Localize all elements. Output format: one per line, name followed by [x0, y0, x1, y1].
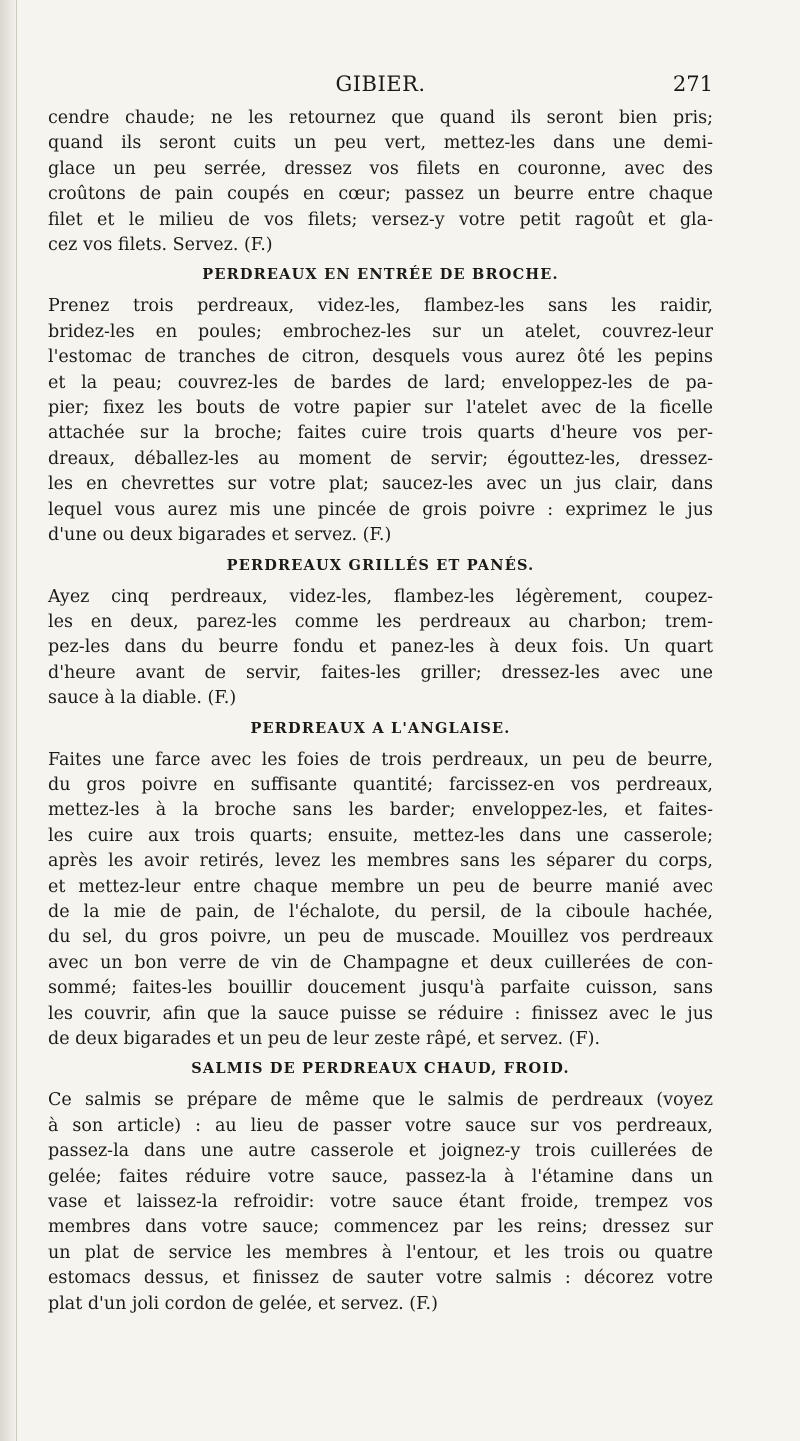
page-number: 271 [672, 72, 713, 96]
text-line: Prenez trois perdreaux, videz-les, flambez-les sans les raidir, [48, 296, 713, 317]
text-line: d'heure avant de servir, faites-les griller; dressez-les avec une [48, 662, 713, 683]
text-line: avec un bon verre de vin de Champagne et deux cuillerées de con- [48, 952, 713, 973]
text-line: dreaux, déballez-les au moment de servir; égouttez-les, dressez- [48, 448, 713, 469]
text-line: après les avoir retirés, levez les membres sans les séparer du corps, [48, 851, 713, 872]
text-line: quand ils seront cuits un peu vert, mettez-les dans une demi- [48, 133, 713, 154]
recipe-heading: PERDREAUX A L'ANGLAISE. [250, 719, 511, 737]
text-line: plat d'un joli cordon de gelée, et servez. (F.) [48, 1293, 438, 1314]
book-page [48, 66, 713, 1317]
text-line: cez vos filets. Servez. (F.) [48, 235, 273, 256]
recipe-heading: PERDREAUX GRILLÉS ET PANÉS. [226, 556, 535, 574]
text-line: un plat de service les membres à l'entour, et les trois ou quatre [48, 1242, 713, 1263]
text-line: les couvrir, afin que la sauce puisse se réduire : finissez avec le jus [48, 1003, 713, 1024]
text-line: Faites une farce avec les foies de trois perdreaux, un peu de beurre, [48, 749, 713, 770]
text-line: cendre chaude; ne les retournez que quand ils seront bien pris; [48, 108, 713, 128]
recipe-paragraph [48, 106, 713, 258]
text-line: gelée; faites réduire votre sauce, passez-la à l'étamine dans un [48, 1166, 713, 1187]
recipe-paragraph [48, 294, 713, 548]
recipe-paragraph [48, 585, 713, 712]
page-body [48, 106, 713, 1317]
text-line: filet et le milieu de vos filets; versez-y votre petit ragoût et gla- [48, 209, 713, 230]
running-head [48, 66, 713, 106]
text-line: passez-la dans une autre casserole et joignez-y trois cuillerées de [48, 1141, 713, 1162]
recipe-paragraph [48, 748, 713, 1053]
text-line: d'une ou deux bigarades et servez. (F.) [48, 525, 392, 546]
text-line: vase et laissez-la refroidir: votre sauce étant froide, trempez vos [48, 1192, 713, 1213]
text-line: les en chevrettes sur votre plat; saucez-les avec un jus clair, dans [48, 474, 713, 495]
text-line: mettez-les à la broche sans les barder; enveloppez-les, et faites- [48, 800, 713, 821]
text-line: à son article) : au lieu de passer votre sauce sur vos perdreaux, [48, 1115, 713, 1136]
text-line: de deux bigarades et un peu de leur zeste râpé, et servez. (F). [48, 1029, 601, 1049]
text-line: sommé; faites-les bouillir doucement jusqu'à parfaite cuisson, sans [48, 978, 713, 999]
text-line: Ce salmis se prépare de même que le salmis de perdreaux (voyez [48, 1090, 713, 1111]
text-line: estomacs dessus, et finissez de sauter votre salmis : décorez votre [48, 1268, 713, 1289]
text-line: lequel vous aurez mis une pincée de grois poivre : exprimez le jus [48, 499, 713, 520]
text-line: croûtons de pain coupés en cœur; passez un beurre entre chaque [48, 184, 713, 205]
text-line: sauce à la diable. (F.) [48, 688, 237, 709]
text-line: pez-les dans du beurre fondu et panez-les à deux fois. Un quart [48, 637, 713, 658]
recipe-heading: PERDREAUX EN ENTRÉE DE BROCHE. [202, 266, 559, 284]
text-line: l'estomac de tranches de citron, desquels vous aurez ôté les pepins [48, 347, 713, 368]
text-line: du sel, du gros poivre, un peu de muscade. Mouillez vos perdreaux [48, 927, 713, 948]
text-line: les en deux, parez-les comme les perdreaux au charbon; trem- [48, 611, 713, 632]
text-line: glace un peu serrée, dressez vos filets en couronne, avec des [48, 158, 713, 179]
text-line: et mettez-leur entre chaque membre un peu de beurre manié avec [48, 876, 713, 897]
text-line: les cuire aux trois quarts; ensuite, mettez-les dans une casserole; [48, 825, 713, 846]
running-title: GIBIER. [335, 72, 426, 96]
recipe-paragraph [48, 1088, 713, 1317]
text-line: bridez-les en poules; embrochez-les sur un atelet, couvrez-leur [48, 321, 713, 342]
text-line: et la peau; couvrez-les de bardes de lard; enveloppez-les de pa- [48, 372, 713, 393]
text-line: Ayez cinq perdreaux, videz-les, flambez-les légèrement, coupez- [48, 586, 713, 607]
text-line: pier; fixez les bouts de votre papier sur l'atelet avec de la ficelle [48, 398, 713, 419]
text-line: membres dans votre sauce; commencez par les reins; dressez sur [48, 1217, 713, 1238]
text-line: attachée sur la broche; faites cuire trois quarts d'heure vos per- [48, 423, 713, 444]
text-line: du gros poivre en suffisante quantité; farcissez-en vos perdreaux, [48, 774, 713, 795]
text-line: de la mie de pain, de l'échalote, du persil, de la ciboule hachée, [48, 901, 713, 922]
recipe-heading: SALMIS DE PERDREAUX CHAUD, FROID. [191, 1060, 570, 1078]
page-gutter-line [16, 0, 17, 1441]
